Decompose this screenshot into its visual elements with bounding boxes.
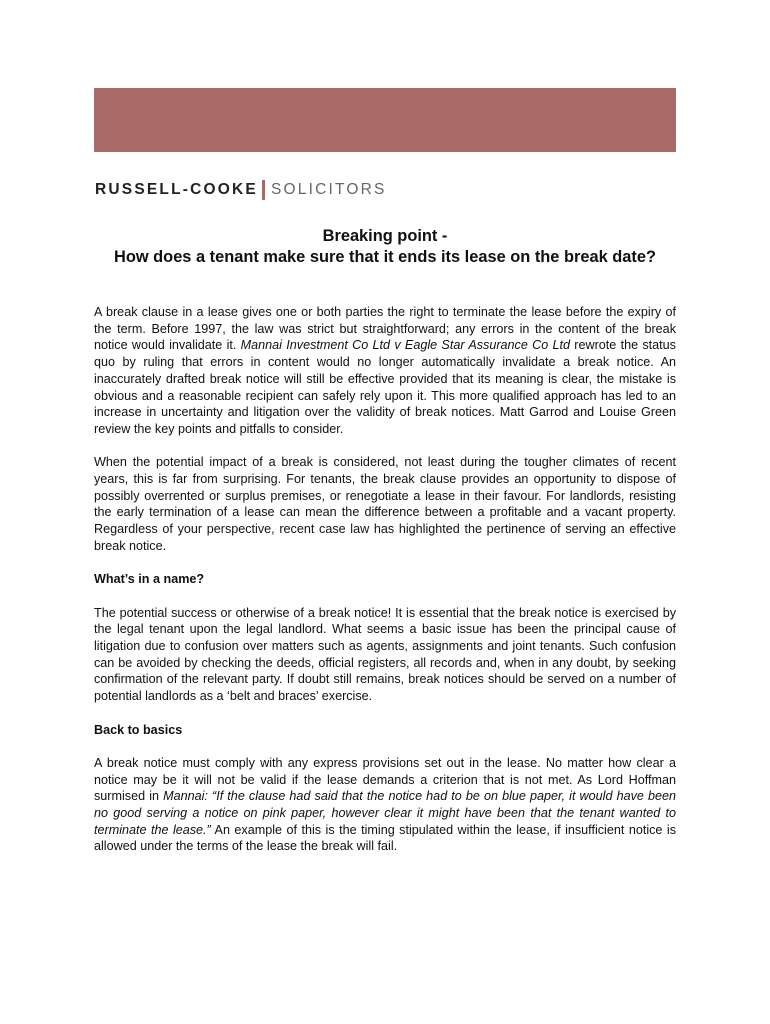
- logo-brand-main: RUSSELL-COOKE: [95, 181, 258, 198]
- case-name: Mannai Investment Co Ltd v Eagle Star Assurance Co Ltd: [240, 338, 571, 353]
- intro-p1-end: rewrote the status quo by ruling that errors in content would no longer automatically invalidate a break notice. An inaccurately drafted break notice will still be effective provided that its meaning is clear, the mistake is obvious and a reasonable recipient can safely rely upon it. This more qualified approach has led to an increase in uncertainty and litigation over the validity of break notices. Matt Garrod and Louise Green review the key points and pitfalls to consider.: [94, 338, 676, 436]
- document-body: [94, 304, 676, 872]
- section2-p-end: An example of this is the timing stipulated within the lease, if insufficient notice is allowed under the terms of the lease the break will fail.: [94, 822, 676, 854]
- intro-paragraph-1: [94, 304, 676, 438]
- title-line-1: Breaking point -: [322, 227, 448, 245]
- intro-paragraph-2: When the potential impact of a break is considered, not least during the tougher climates of recent years, this is far from surprising. For tenants, the break clause provides an opportunity to dispose of possibly overrented or surplus premises, or renegotiate a lease in their favour. For landlords, resisting the early termination of a lease can mean the difference between a profitable and a vacant property. Regardless of your perspective, recent case law has highlighted the pertinence of serving an effective break notice.: [94, 455, 676, 553]
- logo-divider: [262, 180, 265, 200]
- intro-p1-start: A break clause in a lease gives one or both parties the right to terminate the lease before the expiry of the term. Before 1997, the law was strict but straightforward; any errors in the content of the break notice would invalidate it.: [94, 305, 676, 353]
- document-title: [94, 226, 676, 268]
- header-banner: [94, 88, 676, 152]
- logo-brand-sub: SOLICITORS: [270, 181, 387, 198]
- section1-paragraph: The potential success or otherwise of a break notice! It is essential that the break notice is exercised by the legal tenant upon the legal landlord. What seems a basic issue has been the principal cause of litigation due to confusion over matters such as agents, assignments and joint tenants. Such confusion can be avoided by checking the deeds, official registers, all records and, when in any doubt, by seeking confirmation of the relevant party. If doubt still remains, break notices should be served on a number of potential landlords as a ‘belt and braces’ exercise.: [94, 605, 676, 704]
- title-line-2: How does a tenant make sure that it ends its lease on the break date?: [114, 248, 656, 266]
- hoffman-quote: Mannai: “If the clause had said that the notice had to be on blue paper, it would have been no good serving a notice on pink paper, however clear it might have been that the tenant wanted to terminate the lease.”: [94, 789, 676, 837]
- section-heading-basics: Back to basics: [94, 722, 183, 737]
- firm-logo: [95, 180, 387, 200]
- section-heading-name: What’s in a name?: [94, 572, 205, 587]
- section2-paragraph: [94, 755, 676, 855]
- section2-p-start: A break notice must comply with any express provisions set out in the lease. No matter how clear a notice may be it will not be valid if the lease demands a criterion that is not met. As Lord Hoffman surmised in: [94, 755, 676, 804]
